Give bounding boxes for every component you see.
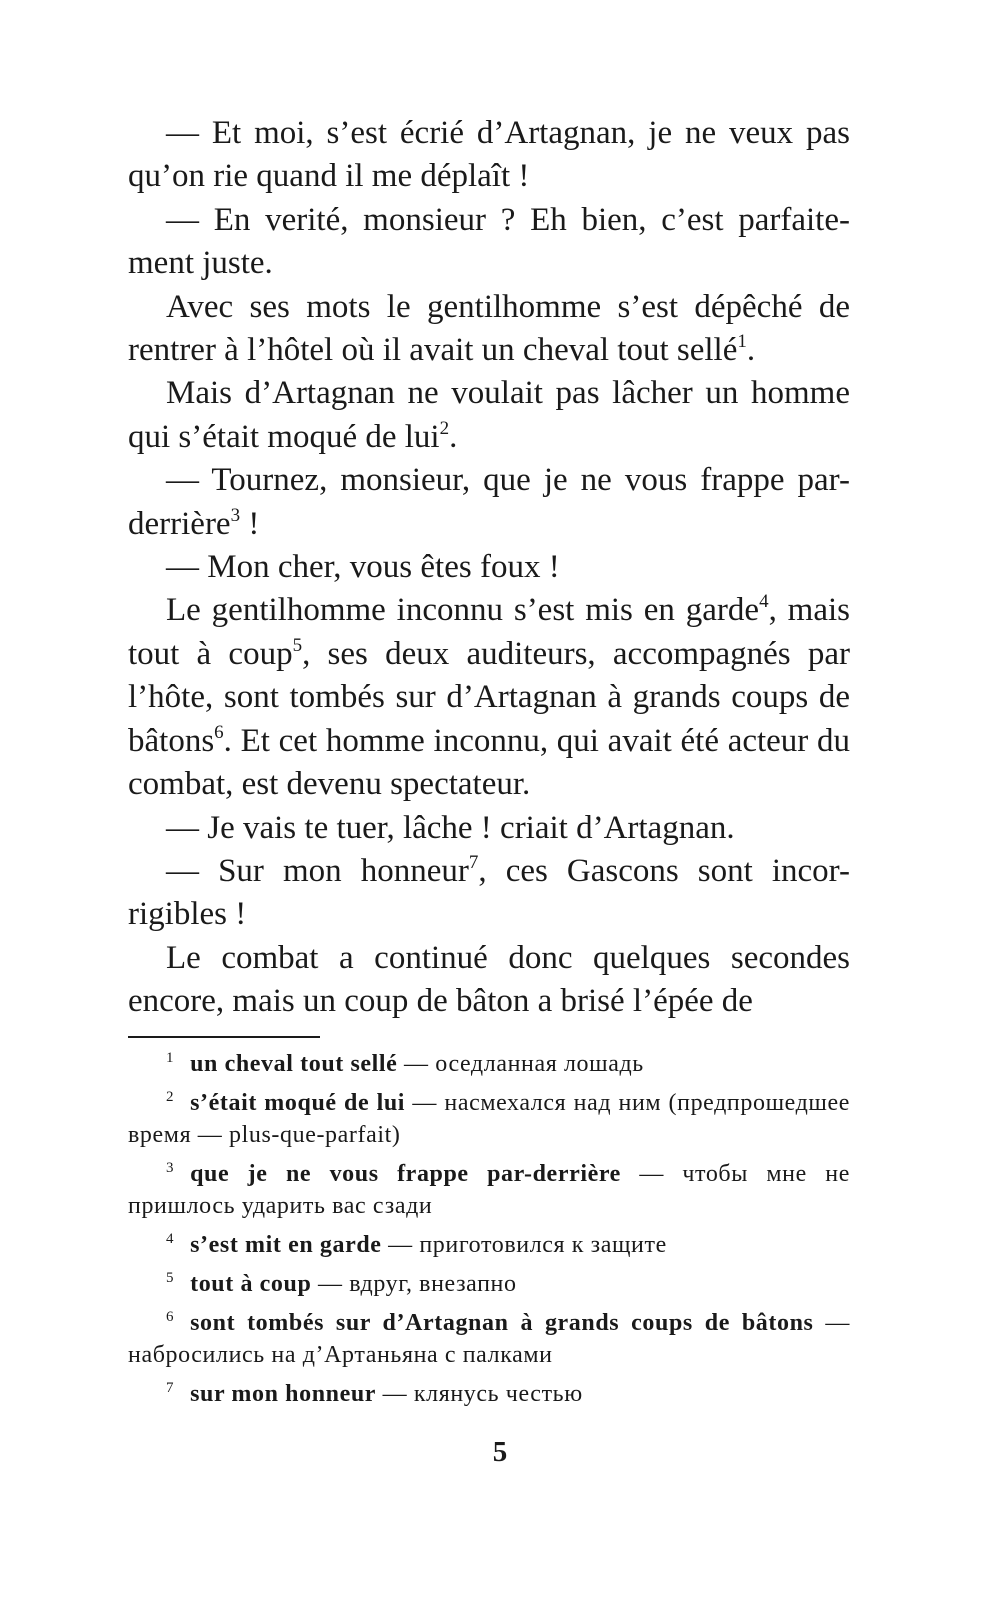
footnote-number: 3 (166, 1159, 175, 1176)
paragraph: — Je vais te tuer, lâche ! criait d’Artagnan. (166, 809, 735, 846)
paragraph: Avec ses mots le gentilhomme s’est dépêché de rentrer à l’hôtel où il avait un cheval tout sellé$^1$. (128, 288, 850, 369)
footnote-term: un cheval tout sellé (190, 1050, 398, 1077)
footnote-term: tout à coup (190, 1270, 312, 1297)
footnote-translation: насмехался над ним (предпрошедшее время — plus-que-parfait) (128, 1089, 850, 1148)
footnote: $^2$ s’était moqué de lui — насмехался над ним (предпрошедшее время — plus-que-parfait) (128, 1088, 850, 1148)
footnote-divider (128, 1036, 320, 1038)
footnote-translation: вдруг, внезапно (349, 1270, 517, 1297)
paragraph: Mais d’Artagnan ne voulait pas lâcher un homme qui s’était moqué de lui$^2$. (128, 375, 850, 455)
footnote-term: sont tombés sur d’Artagnan à grands coups de bâtons (190, 1309, 814, 1336)
footnote: $^3$ que je ne vous frappe par-derrière — чтобы мне не пришлось ударить вас сзади (128, 1159, 850, 1219)
footnote: $^5$ tout à coup — вдруг, внезапно (166, 1269, 517, 1297)
paragraph: Le combat a continué donc quelques secondes encore, mais un coup de bâton a brisé l’épée de (128, 939, 850, 1020)
footnote-translation: чтобы мне не пришлось ударить вас сзади (128, 1160, 850, 1219)
footnote-term: s’était moqué de lui (190, 1089, 406, 1116)
paragraph: Le gentilhomme inconnu s’est mis en garde$^4$, mais tout à coup$^5$, ses deux auditeurs, accompagnés par l’hôte, sont tombés sur d’Artagnan à grands coups de bâtons$^6$. Et cet homme inconnu, qui avait été acteur du combat, est devenu spectateur. (128, 591, 851, 803)
footnote-number: 4 (166, 1230, 175, 1247)
footnote-translation: набросились на д’Артаньяна с палками (128, 1341, 553, 1368)
footnote-term: sur mon honneur (190, 1380, 377, 1407)
footnote-number: 1 (166, 1049, 175, 1066)
footnote: $^1$ un cheval tout sellé — оседланная лошадь (166, 1049, 644, 1077)
paragraph: — Et moi, s’est écrié d’Artagnan, je ne veux pas qu’on rie quand il me déplaît ! (128, 115, 850, 195)
book-page (128, 112, 850, 1417)
footnote-translation: оседланная лошадь (435, 1050, 644, 1077)
paragraph: — Tournez, monsieur, que je ne vous frappe par-derrière$^3$ ! (128, 462, 850, 542)
footnote-ref: 1 (737, 331, 747, 353)
footnote-ref: 4 (759, 591, 769, 613)
footnote-number: 6 (166, 1308, 175, 1325)
footnote: $^4$ s’est mit en garde — приготовился к защите (166, 1230, 667, 1258)
paragraph: — En verité, monsieur ? Eh bien, c’est parfaite-ment juste. (128, 201, 850, 282)
paragraph: — Sur mon honneur$^7$, ces Gascons sont incor-rigibles ! (128, 851, 851, 933)
main-text (128, 112, 850, 1024)
footnote-translation: приготовился к защите (419, 1231, 667, 1258)
paragraph: — Mon cher, vous êtes foux ! (166, 549, 560, 586)
footnote-term: s’est mit en garde (190, 1231, 382, 1258)
footnote: $^7$ sur mon honneur — клянусь честью (166, 1379, 583, 1407)
footnote-number: 2 (166, 1088, 175, 1105)
footnote-ref: 2 (439, 417, 450, 439)
footnote-translation: клянусь честью (413, 1380, 583, 1407)
footnote-number: 7 (166, 1379, 175, 1396)
footnote: $^6$ sont tombés sur d’Artagnan à grands coups de bâtons — набросились на д’Артаньяна с палками (128, 1308, 850, 1368)
footnotes (128, 1048, 850, 1410)
page-number: 5 (492, 1436, 508, 1468)
footnote-ref: 7 (468, 851, 479, 873)
footnote-ref: 6 (214, 721, 224, 743)
footnote-number: 5 (166, 1269, 175, 1286)
footnote-term: que je ne vous frappe par-derrière (190, 1160, 621, 1187)
footnote-ref: 5 (292, 634, 303, 656)
footnote-ref: 3 (230, 504, 241, 526)
